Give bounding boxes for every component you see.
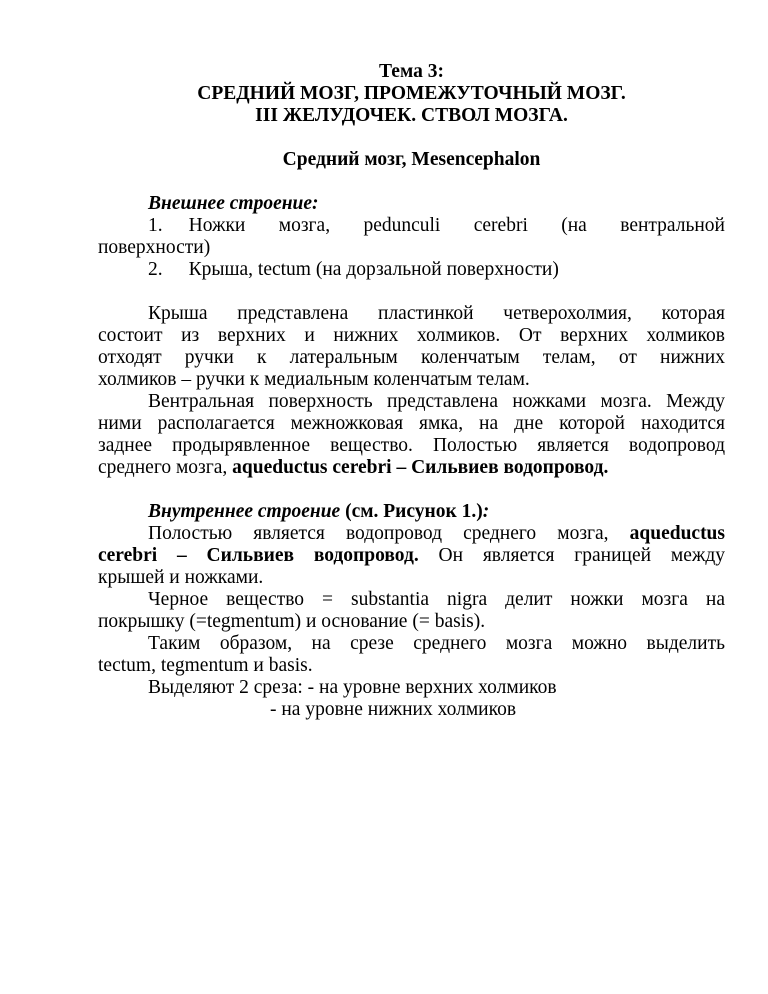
text-run: отходят ручки к латеральным коленчатым телам, от нижних xyxy=(98,347,725,368)
list-item-2 xyxy=(98,259,725,281)
text-run: Крыша, tectum (на дорзальной поверхности) xyxy=(188,259,559,280)
text-run: холмиков – ручки к медиальным коленчатым телам. xyxy=(98,369,530,390)
text-run: aqueductus xyxy=(629,523,725,544)
text-run: aqueductus cerebri – Сильвиев водопровод. xyxy=(232,457,609,478)
paragraph-summary-line-1 xyxy=(98,633,725,655)
text-run: cerebri – Сильвиев водопровод. xyxy=(98,545,419,566)
paragraph-roof-line-4 xyxy=(98,369,725,391)
text-run: Ножки мозга, pedunculi cerebri (на вентральной xyxy=(188,215,725,236)
paragraph-roof-line-1 xyxy=(98,303,725,325)
list-item-1-line-2 xyxy=(98,237,725,259)
text-run: покрышку (=tegmentum) и основание (= basis). xyxy=(98,611,486,632)
text-run: Вентральная поверхность представлена ножками мозга. Между xyxy=(148,391,725,412)
text-run: tectum, tegmentum и basis. xyxy=(98,655,313,676)
text-run: (см. Рисунок 1.) xyxy=(345,501,483,522)
paragraph-ventral-line-2 xyxy=(98,413,725,435)
paragraph-roof-line-3 xyxy=(98,347,725,369)
title-line-1: Тема 3: xyxy=(379,61,444,82)
text-run: Внутреннее строение xyxy=(148,501,346,522)
paragraph-roof-line-2 xyxy=(98,325,725,347)
text-run: состоит из верхних и нижних холмиков. От верхних холмиков xyxy=(98,325,725,346)
document-subtitle: Средний мозг, Mesencephalon xyxy=(282,149,541,170)
title-line-3: III ЖЕЛУДОЧЕК. СТВОЛ МОЗГА. xyxy=(255,105,568,126)
text-run: Выделяют 2 среза: - на уровне верхних холмиков xyxy=(148,677,557,698)
paragraph-ventral-line-1 xyxy=(98,391,725,413)
paragraph-ventral-line-3 xyxy=(98,435,725,457)
paragraph-cavity-line-2 xyxy=(98,545,725,567)
title-line-2: СРЕДНИЙ МОЗГ, ПРОМЕЖУТОЧНЫЙ МОЗГ. xyxy=(197,83,626,104)
text-run: Он является границей между xyxy=(418,545,726,566)
text-run: среднего мозга, xyxy=(98,457,233,478)
text-run: Черное вещество = substantia nigra делит ножки мозга на xyxy=(148,589,725,610)
text-run: ними располагается межножковая ямка, на дне которой находится xyxy=(98,413,725,434)
paragraph-ventral-line-4 xyxy=(98,457,725,479)
text-run: : xyxy=(482,501,490,522)
paragraph-substantia-line-2 xyxy=(98,611,725,633)
paragraph-summary-line-2 xyxy=(98,655,725,677)
paragraph-slices-line-1 xyxy=(98,677,725,699)
section-heading-internal xyxy=(98,501,725,523)
text-run: заднее продырявленное вещество. Полостью является водопровод xyxy=(98,435,725,456)
text-run: Внешнее строение: xyxy=(148,193,319,214)
text-run: крышей и ножками. xyxy=(98,567,264,588)
text-run: 2. xyxy=(148,259,163,280)
text-run: Полостью является водопровод среднего мозга, xyxy=(148,523,630,544)
text-run: Крыша представлена пластинкой четверохолмия, которая xyxy=(148,303,725,324)
paragraph-substantia-line-1 xyxy=(98,589,725,611)
list-item-1-line-1 xyxy=(98,215,725,237)
text-run: поверхности) xyxy=(98,237,211,258)
paragraph-cavity-line-3 xyxy=(98,567,725,589)
text-run: Таким образом, на срезе среднего мозга можно выделить xyxy=(148,633,725,654)
text-run: - на уровне нижних холмиков xyxy=(270,699,517,720)
section-heading-external xyxy=(98,193,725,215)
paragraph-slices-line-2 xyxy=(98,699,725,721)
paragraph-cavity-line-1 xyxy=(98,523,725,545)
text-run: 1. xyxy=(148,215,163,236)
